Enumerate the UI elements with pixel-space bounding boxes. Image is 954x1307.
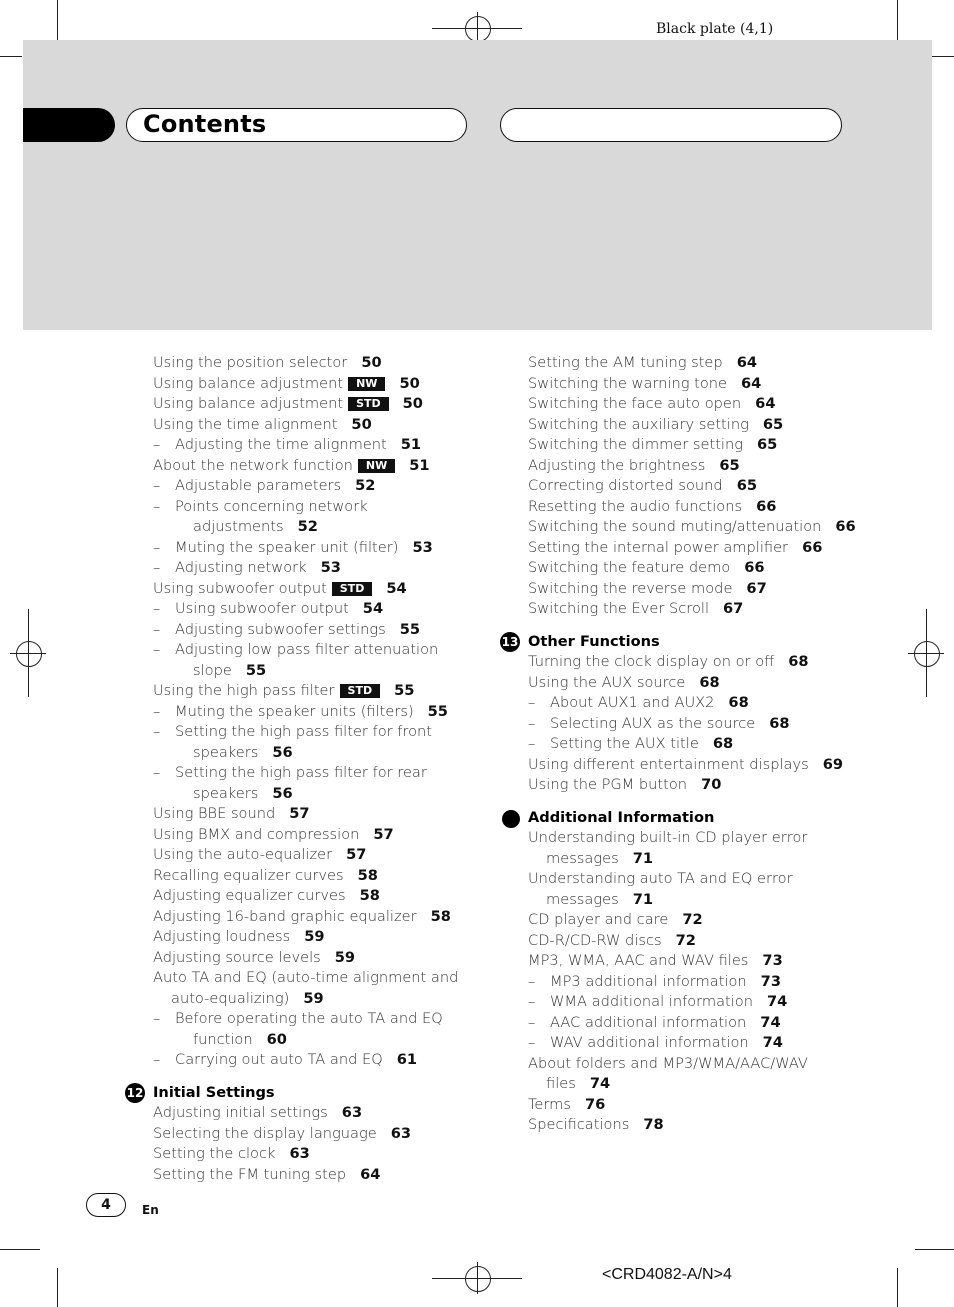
toc-page-number: 55 <box>245 661 267 679</box>
toc-section-heading[interactable] <box>501 632 858 653</box>
toc-entry[interactable] <box>528 579 858 600</box>
toc-entry-text: Switching the dimmer setting <box>528 436 743 453</box>
toc-entry[interactable] <box>528 394 858 415</box>
model-badge: NW <box>358 459 395 473</box>
toc-page-number: 74 <box>760 1013 781 1031</box>
toc-page-number: 66 <box>744 559 765 576</box>
dash-bullet: – <box>153 764 161 781</box>
toc-entry-text: Setting the clock <box>153 1145 276 1162</box>
toc-page-number: 64 <box>741 374 762 392</box>
toc-entry[interactable] <box>153 1103 473 1124</box>
toc-entry-text: Adjusting equalizer curves <box>153 887 346 904</box>
toc-page-number: 56 <box>272 743 293 761</box>
toc-entry-text: Switching the sound muting/attenuation <box>528 518 822 535</box>
toc-page-number: 64 <box>736 354 757 371</box>
toc-entry[interactable] <box>153 435 473 456</box>
toc-entry-text: Turning the clock display on or off <box>528 653 775 670</box>
toc-entry[interactable] <box>153 415 473 436</box>
toc-right-column <box>501 353 858 1136</box>
toc-entry[interactable] <box>153 927 473 948</box>
toc-entry-text: Adjustable parameters <box>175 477 342 494</box>
toc-page-number: 55 <box>394 682 415 699</box>
crop-mark <box>932 56 954 57</box>
crop-mark <box>57 0 58 40</box>
toc-entry-text: Auto TA and EQ (auto-time alignment and <box>153 969 459 986</box>
toc-page-number: 73 <box>760 972 781 990</box>
toc-entry[interactable] <box>153 497 473 518</box>
dash-bullet: – <box>153 559 161 576</box>
toc-page-number: 65 <box>719 456 740 474</box>
header-tab <box>23 108 115 142</box>
toc-page-number: 52 <box>355 477 376 494</box>
toc-entry[interactable] <box>153 1165 473 1186</box>
model-badge: NW <box>348 377 385 391</box>
toc-entry-text: Setting the AUX title <box>550 735 699 752</box>
toc-page-number: 67 <box>746 579 767 597</box>
toc-entry[interactable] <box>528 476 858 497</box>
section-title: Other Functions <box>528 632 660 650</box>
toc-entry-text: Before operating the auto TA and EQ <box>175 1010 443 1027</box>
toc-entry[interactable] <box>153 620 473 641</box>
toc-entry[interactable] <box>528 951 858 972</box>
toc-entry-text: files <box>546 1075 576 1092</box>
toc-page-number: 58 <box>359 887 380 904</box>
toc-entry-text: Using BBE sound <box>153 805 276 822</box>
toc-entry[interactable] <box>153 989 473 1010</box>
toc-entry[interactable] <box>153 948 473 969</box>
registration-mark <box>16 641 42 667</box>
toc-entry[interactable] <box>153 1124 473 1145</box>
toc-entry[interactable] <box>153 456 473 477</box>
toc-entry-text: speakers <box>193 743 259 761</box>
toc-entry-text: Setting the internal power amplifier <box>528 538 789 556</box>
toc-page-number: 60 <box>266 1030 287 1048</box>
toc-entry[interactable] <box>528 755 858 776</box>
toc-entry[interactable] <box>528 558 858 579</box>
toc-entry-text: Switching the auxiliary setting <box>528 415 749 433</box>
toc-entry[interactable] <box>528 1013 858 1034</box>
toc-entry[interactable] <box>153 1144 473 1165</box>
toc-page-number: 57 <box>346 846 367 863</box>
toc-entry-text: Adjusting source levels <box>153 948 321 966</box>
toc-page-number: 68 <box>712 735 734 752</box>
toc-page-number: 72 <box>675 931 696 949</box>
toc-entry-text: Setting the high pass filter for front <box>175 723 432 740</box>
toc-page-number: 57 <box>373 825 394 843</box>
toc-entry[interactable] <box>528 517 858 538</box>
toc-page-number: 72 <box>682 911 703 928</box>
toc-entry-text: auto-equalizing) <box>171 989 290 1007</box>
toc-entry[interactable] <box>153 722 473 743</box>
toc-page-number: 69 <box>822 755 844 773</box>
toc-entry-text: Correcting distorted sound <box>528 477 723 494</box>
language-label: En <box>142 1203 159 1217</box>
toc-entry-text: Adjusting the brightness <box>528 456 706 474</box>
section-bullet-icon <box>502 810 520 828</box>
toc-entry[interactable] <box>528 1054 858 1075</box>
toc-page-number: 63 <box>289 1145 310 1162</box>
toc-page-number: 58 <box>357 866 378 884</box>
toc-entry-text: Understanding built-in CD player error <box>528 829 808 846</box>
toc-entry-text: Adjusting network <box>175 559 307 576</box>
toc-entry[interactable] <box>153 907 473 928</box>
toc-entry[interactable] <box>528 652 858 673</box>
toc-entry[interactable] <box>153 681 473 702</box>
toc-entry-text: MP3, WMA, AAC and WAV files <box>528 952 749 969</box>
section-title: Initial Settings <box>153 1083 275 1101</box>
toc-entry-text: messages <box>546 890 619 908</box>
toc-entry-text: Adjusting the time alignment <box>175 436 387 453</box>
toc-entry-text: CD-R/CD-RW discs <box>528 931 662 949</box>
toc-page-number: 53 <box>320 559 341 576</box>
toc-entry[interactable] <box>153 517 473 538</box>
toc-entry-text: Adjusting subwoofer settings <box>175 620 386 638</box>
toc-page-number: 56 <box>272 784 293 802</box>
toc-page-number: 68 <box>728 694 749 711</box>
section-title: Additional Information <box>528 808 715 826</box>
toc-page-number: 50 <box>351 415 372 433</box>
dash-bullet: – <box>153 497 161 515</box>
toc-entry[interactable] <box>153 743 473 764</box>
toc-entry[interactable] <box>528 353 858 374</box>
toc-entry-text: Using the auto-equalizer <box>153 846 333 863</box>
crop-mark <box>0 1249 40 1250</box>
toc-entry-text: Setting the FM tuning step <box>153 1165 347 1183</box>
toc-page-number: 74 <box>767 993 788 1010</box>
toc-entry-text: adjustments <box>193 518 284 535</box>
toc-entry-text: Switching the feature demo <box>528 559 731 576</box>
dash-bullet: – <box>528 694 536 711</box>
toc-entry[interactable] <box>153 558 473 579</box>
toc-entry[interactable] <box>153 1050 473 1071</box>
toc-entry-text: Using different entertainment displays <box>528 755 809 773</box>
toc-entry-text: Muting the speaker units (filters) <box>175 702 414 720</box>
toc-entry-text: Adjusting loudness <box>153 928 291 945</box>
crop-mark <box>897 0 898 40</box>
model-badge: STD <box>332 582 373 596</box>
toc-entry-text: slope <box>193 661 232 679</box>
toc-page-number: 61 <box>396 1051 418 1068</box>
toc-entry-text: Recalling equalizer curves <box>153 866 344 884</box>
dash-bullet: – <box>528 972 536 990</box>
toc-page-number: 50 <box>361 354 382 371</box>
toc-page-number: 68 <box>699 673 720 691</box>
toc-entry[interactable] <box>153 968 473 989</box>
toc-page-number: 71 <box>632 890 653 908</box>
dash-bullet: – <box>153 477 161 494</box>
dash-bullet: – <box>153 723 161 740</box>
toc-entry[interactable] <box>528 1074 858 1095</box>
toc-page-number: 55 <box>399 620 420 638</box>
toc-entry-text: Switching the warning tone <box>528 374 727 392</box>
toc-entry[interactable] <box>153 394 473 415</box>
toc-page-number: 50 <box>399 374 420 392</box>
toc-entry-text: Specifications <box>528 1116 630 1133</box>
toc-page-number: 65 <box>762 415 784 433</box>
dash-bullet: – <box>153 538 161 556</box>
toc-entry[interactable] <box>153 1009 473 1030</box>
toc-entry[interactable] <box>528 734 858 755</box>
registration-mark <box>465 1266 491 1292</box>
toc-entry-text: Setting the high pass filter for rear <box>175 764 427 781</box>
dash-bullet: – <box>528 714 536 732</box>
toc-entry-text: AAC additional information <box>550 1013 747 1031</box>
toc-page-number: 65 <box>757 436 778 453</box>
toc-section-heading[interactable] <box>126 1083 473 1104</box>
toc-entry-text: Using the time alignment <box>153 415 338 433</box>
dash-bullet: – <box>153 641 161 658</box>
toc-entry[interactable] <box>528 1115 858 1136</box>
toc-entry-text: Using the high pass filter <box>153 682 335 699</box>
dash-bullet: – <box>153 600 161 617</box>
toc-page-number: 54 <box>362 600 384 617</box>
document-code: <CRD4082-A/N>4 <box>602 1266 732 1283</box>
header-band <box>23 40 932 330</box>
dash-bullet: – <box>153 1010 161 1027</box>
toc-entry[interactable] <box>528 1033 858 1054</box>
toc-entry-text: Muting the speaker unit (filter) <box>175 538 399 556</box>
toc-page-number: 65 <box>736 477 758 494</box>
crop-mark <box>0 56 22 57</box>
toc-page-number: 53 <box>412 538 433 556</box>
toc-entry[interactable] <box>153 353 473 374</box>
toc-page-number: 66 <box>756 497 777 515</box>
toc-page-number: 66 <box>802 538 823 556</box>
toc-page-number: 64 <box>360 1165 381 1183</box>
toc-left-column <box>126 353 473 1185</box>
toc-entry[interactable] <box>153 784 473 805</box>
toc-entry-text: About AUX1 and AUX2 <box>550 694 715 711</box>
toc-entry[interactable] <box>528 849 858 870</box>
plate-label: Black plate (4,1) <box>656 21 774 37</box>
toc-entry-text: Switching the Ever Scroll <box>528 600 710 617</box>
toc-entry[interactable] <box>153 886 473 907</box>
toc-entry[interactable] <box>153 476 473 497</box>
crop-mark <box>915 1249 954 1250</box>
toc-entry-text: Points concerning network <box>175 497 368 515</box>
toc-page-number: 50 <box>402 395 423 412</box>
toc-entry[interactable] <box>153 866 473 887</box>
blank-pill <box>500 108 842 142</box>
toc-page-number: 70 <box>701 776 722 793</box>
toc-entry-text: Switching the reverse mode <box>528 579 733 597</box>
dash-bullet: – <box>528 993 536 1010</box>
toc-entry-text: CD player and care <box>528 911 669 928</box>
dash-bullet: – <box>153 620 161 638</box>
toc-entry[interactable] <box>153 661 473 682</box>
toc-page-number: 67 <box>723 600 744 617</box>
toc-entry-text: Selecting the display language <box>153 1124 377 1142</box>
crop-mark <box>57 1268 58 1307</box>
toc-page-number: 51 <box>400 436 422 453</box>
toc-page-number: 51 <box>409 456 430 474</box>
toc-page-number: 63 <box>390 1124 412 1142</box>
toc-entry-text: Adjusting low pass filter attenuation <box>175 641 439 658</box>
section-number-icon: 12 <box>125 1083 145 1103</box>
toc-entry[interactable] <box>153 825 473 846</box>
toc-page-number: 68 <box>769 714 790 732</box>
toc-entry[interactable] <box>153 640 473 661</box>
toc-entry[interactable] <box>153 1030 473 1051</box>
toc-entry[interactable] <box>153 702 473 723</box>
toc-entry-text: MP3 additional information <box>550 972 747 990</box>
toc-entry-text: Using subwoofer output <box>153 579 327 597</box>
toc-entry-text: Using the AUX source <box>528 673 686 691</box>
dash-bullet: – <box>153 436 161 453</box>
toc-entry[interactable] <box>528 869 858 890</box>
toc-entry-text: About folders and MP3/WMA/AAC/WAV <box>528 1054 808 1072</box>
toc-entry-text: Carrying out auto TA and EQ <box>175 1051 383 1068</box>
registration-mark <box>465 16 491 42</box>
dash-bullet: – <box>153 702 161 720</box>
toc-entry-text: function <box>193 1030 253 1048</box>
toc-entry[interactable] <box>153 599 473 620</box>
toc-entry[interactable] <box>528 992 858 1013</box>
toc-page-number: 54 <box>386 579 407 597</box>
toc-entry[interactable] <box>153 538 473 559</box>
toc-entry[interactable] <box>153 579 473 600</box>
toc-page-number: 68 <box>788 653 809 670</box>
model-badge: STD <box>348 397 389 411</box>
toc-entry[interactable] <box>528 972 858 993</box>
toc-entry[interactable] <box>528 693 858 714</box>
section-number-icon: 13 <box>500 632 520 652</box>
toc-section-heading[interactable] <box>528 808 858 829</box>
toc-entry-text: Using subwoofer output <box>175 600 349 617</box>
toc-entry-text: Resetting the audio functions <box>528 497 743 515</box>
dash-bullet: – <box>153 1051 161 1068</box>
toc-entry-text: Switching the face auto open <box>528 395 742 412</box>
model-badge: STD <box>340 684 381 698</box>
toc-page-number: 73 <box>762 952 783 969</box>
toc-entry[interactable] <box>528 910 858 931</box>
toc-page-number: 71 <box>632 849 653 867</box>
toc-entry-text: Selecting AUX as the source <box>550 714 756 732</box>
toc-entry-text: Adjusting initial settings <box>153 1104 328 1121</box>
toc-page-number: 59 <box>334 948 356 966</box>
toc-page-number: 59 <box>303 989 324 1007</box>
toc-entry[interactable] <box>528 435 858 456</box>
toc-page-number: 74 <box>589 1075 611 1092</box>
toc-entry-text: Setting the AM tuning step <box>528 354 723 371</box>
dash-bullet: – <box>528 1013 536 1031</box>
toc-page-number: 58 <box>430 907 451 925</box>
toc-entry-text: speakers <box>193 784 259 802</box>
toc-entry-text: Using the position selector <box>153 354 348 371</box>
toc-entry[interactable] <box>528 415 858 436</box>
toc-page-number: 76 <box>584 1095 606 1113</box>
toc-entry[interactable] <box>528 374 858 395</box>
toc-page-number: 64 <box>755 395 776 412</box>
dash-bullet: – <box>528 735 536 752</box>
toc-entry-text: Understanding auto TA and EQ error <box>528 870 793 887</box>
toc-page-number: 59 <box>304 928 325 945</box>
toc-page-number: 55 <box>427 702 448 720</box>
toc-page-number: 66 <box>835 518 856 535</box>
toc-entry-text: Using the PGM button <box>528 776 688 793</box>
toc-page-number: 78 <box>643 1116 664 1133</box>
toc-entry[interactable] <box>528 775 858 796</box>
toc-entry-text: About the network function <box>153 456 353 474</box>
toc-entry[interactable] <box>528 1095 858 1116</box>
page-number: 4 <box>86 1193 126 1217</box>
toc-entry-text: Terms <box>528 1095 571 1113</box>
toc-entry[interactable] <box>528 890 858 911</box>
toc-entry[interactable] <box>528 828 858 849</box>
dash-bullet: – <box>528 1034 536 1051</box>
toc-entry-text: messages <box>546 849 619 867</box>
toc-entry[interactable] <box>153 804 473 825</box>
page-title: Contents <box>143 110 267 138</box>
toc-page-number: 57 <box>289 805 310 822</box>
toc-entry-text: Using balance adjustment <box>153 374 344 392</box>
toc-page-number: 52 <box>297 518 318 535</box>
registration-mark <box>914 641 940 667</box>
toc-entry[interactable] <box>528 714 858 735</box>
toc-entry[interactable] <box>528 538 858 559</box>
toc-entry[interactable] <box>528 931 858 952</box>
toc-entry[interactable] <box>528 456 858 477</box>
toc-entry-text: Using BMX and compression <box>153 825 360 843</box>
toc-entry[interactable] <box>153 763 473 784</box>
toc-page-number: 63 <box>341 1104 363 1121</box>
toc-entry-text: WMA additional information <box>550 993 753 1010</box>
toc-entry-text: Using balance adjustment <box>153 395 344 412</box>
toc-entry-text: WAV additional information <box>550 1034 749 1051</box>
toc-entry[interactable] <box>528 497 858 518</box>
toc-entry[interactable] <box>153 374 473 395</box>
crop-mark <box>897 1268 898 1307</box>
toc-entry[interactable] <box>528 673 858 694</box>
toc-entry[interactable] <box>528 599 858 620</box>
toc-entry[interactable] <box>153 845 473 866</box>
toc-entry-text: Adjusting 16-band graphic equalizer <box>153 907 417 925</box>
toc-page-number: 74 <box>762 1034 783 1051</box>
